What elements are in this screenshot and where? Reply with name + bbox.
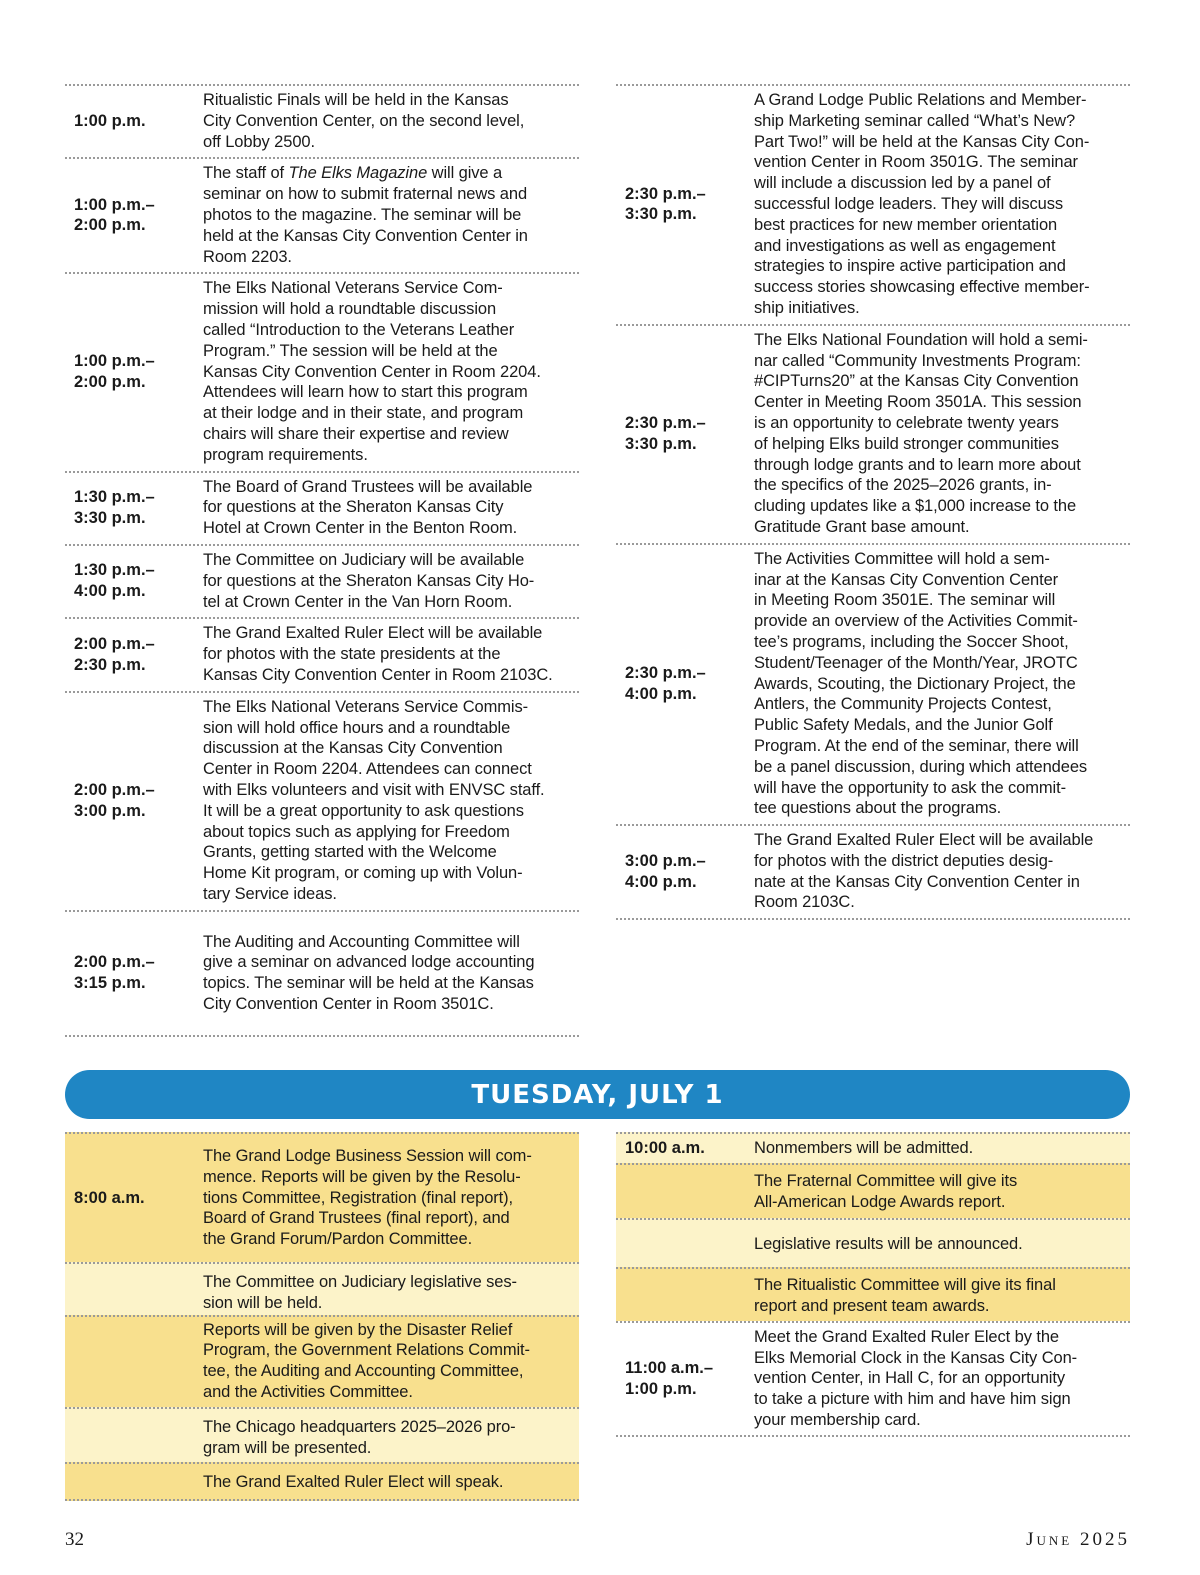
event-time-line: 2:30 p.m.– — [625, 413, 706, 432]
event-description: Reports will be given by the Disaster Relief Program, the Government Relations Commit- tee, the Auditing and Accounting Committee, and the Activities Committee. — [203, 1320, 530, 1401]
event-description: The Elks National Foundation will hold a semi- nar called “Community Investments Program: #CIPTurns20” at the Kansas City Convention Center in Meeting Room 3501A. This session is an opportunity to celebrate twenty years of helping Elks build stronger communities through lodge grants and to learn more about the specifics of the 2025–2026 grants, in- cluding updates like a $1,000 increase to the Gratitude Grant base amount. — [754, 330, 1088, 536]
event-time-line: 2:30 p.m. — [74, 655, 146, 674]
event-description: The Fraternal Committee will give its All-American Lodge Awards report. — [754, 1171, 1018, 1211]
event-time — [65, 634, 203, 676]
event-time — [65, 560, 203, 602]
event-description: Meet the Grand Exalted Ruler Elect by the Elks Memorial Clock in the Kansas City Con- vention Center, in Hall C, for an opportunity to take a picture with him and have him sign your membership card. — [754, 1327, 1078, 1429]
schedule-row — [65, 471, 579, 544]
event-time-line: 2:00 p.m. — [74, 372, 146, 391]
schedule-row — [616, 543, 1130, 824]
event-time — [65, 351, 203, 393]
event-time-line: 2:00 p.m.– — [74, 634, 155, 653]
event-time — [65, 111, 203, 132]
schedule-row — [65, 910, 579, 1037]
event-description: The Elks National Veterans Service Commis- sion will hold office hours and a roundtable discussion at the Kansas City Convention Center in Room 2204. Attendees can connect with Elks volunteers and visit with ENVSC staff. It will be a great opportunity to ask questions about topics such as applying for Freedom Grants, getting started with the Welcome Home Kit program, or coming up with Volun- tary Service ideas. — [203, 697, 545, 903]
event-time-line: 3:00 p.m. — [74, 801, 146, 820]
event-time — [65, 1188, 203, 1209]
schedule-row — [616, 84, 1130, 324]
event-time-line: 3:30 p.m. — [74, 508, 146, 527]
event-time-line: 3:00 p.m.– — [625, 851, 706, 870]
tuesday-right-column — [616, 1132, 1130, 1437]
event-description: The Grand Exalted Ruler Elect will speak. — [203, 1473, 504, 1492]
event-time-line: 2:30 p.m.– — [625, 664, 706, 683]
event-description: The Activities Committee will hold a sem- inar at the Kansas City Convention Center in Meeting Room 3501E. The seminar will provide an overview of the Activities Commit- tee’s programs, including the Soccer Shoot, Student/Teenager of the Month/Year, JROTC Awards, Scouting, the Dictionary Project, the Antlers, the Community Projects Contest, Public Safety Medals, and the Junior Golf Program. At the end of the seminar, there will be a panel discussion, during which attendees will have the opportunity to ask the commit- tee questions about the programs. — [754, 549, 1088, 818]
tuesday-row — [616, 1321, 1130, 1437]
schedule-row — [65, 157, 579, 272]
event-time-line: 2:30 p.m.– — [625, 184, 706, 203]
tuesday-row — [616, 1218, 1130, 1267]
tuesday-left-column — [65, 1132, 579, 1501]
event-time — [616, 851, 754, 893]
schedule-row — [65, 691, 579, 910]
event-description: The Committee on Judiciary will be available for questions at the Sheraton Kansas City Ho- tel at Crown Center in the Van Horn Room. — [203, 550, 535, 611]
page-number: 32 — [65, 1529, 84, 1550]
event-description: The Auditing and Accounting Committee will give a seminar on advanced lodge accounting topics. The seminar will be held at the Kansas City Convention Center in Room 3501C. — [203, 932, 535, 1014]
event-time-line: 2:00 p.m.– — [74, 953, 155, 972]
event-time-line: 2:00 p.m. — [74, 216, 146, 235]
event-time-line: 1:00 p.m.– — [74, 195, 155, 214]
event-description: A Grand Lodge Public Relations and Member- ship Marketing seminar called “What’s New? Part Two!” will be held at the Kansas City Con- vention Center in Room 3501G. The seminar will include a discussion led by a panel of successful lodge leaders. They will discuss best practices for new member orientation and investigations as well as engagement strategies to inspire active participation and success stories showcasing effective member- ship initiatives. — [754, 91, 1090, 317]
day-heading-band — [65, 1070, 1130, 1119]
event-time-line: 2:00 p.m.– — [74, 780, 155, 799]
schedule-row — [65, 544, 579, 617]
event-time-line: 10:00 a.m. — [625, 1139, 705, 1157]
event-time — [65, 780, 203, 822]
event-time-line: 1:30 p.m.– — [74, 561, 155, 580]
event-description: The staff of The Elks Magazine will give a seminar on how to submit fraternal news and photos to the magazine. The seminar will be held at the Kansas City Convention Center in Room 2203. — [203, 164, 528, 266]
right-schedule-column — [616, 84, 1130, 920]
tuesday-row — [65, 1462, 579, 1501]
tuesday-row — [616, 1163, 1130, 1219]
event-time-line: 8:00 a.m. — [74, 1188, 145, 1207]
event-time-line: 3:30 p.m. — [625, 434, 697, 453]
event-time — [616, 184, 754, 226]
tuesday-row — [65, 1262, 579, 1315]
tuesday-row — [616, 1267, 1130, 1321]
tuesday-row — [65, 1132, 579, 1262]
event-description: The Elks National Veterans Service Com- mission will hold a roundtable discussion called “Introduction to the Veterans Leather Program.” The session will be held at the Kansas City Convention Center in Room 2204. Attendees will learn how to start this program at their lodge and in their state, and program chairs will share their expertise and review program requirements. — [203, 279, 541, 464]
event-time-line: 1:00 p.m. — [625, 1379, 697, 1398]
event-time-line: 3:15 p.m. — [74, 974, 146, 993]
magazine-title: The Elks Magazine — [288, 164, 428, 183]
event-description: The Ritualistic Committee will give its final report and present team awards. — [754, 1276, 1056, 1315]
tuesday-row — [65, 1315, 579, 1407]
event-description: The Grand Lodge Business Session will com- mence. Reports will be given by the Resolu- tions Committee, Registration (final report), Board of Grand Trustees (final report), and the Grand Forum/Pardon Committee. — [203, 1147, 532, 1249]
event-description: Legislative results will be announced. — [754, 1235, 1023, 1254]
event-time — [616, 413, 754, 455]
event-time — [616, 1358, 754, 1400]
event-description: The Committee on Judiciary legislative ses- sion will be held. — [203, 1272, 517, 1312]
tuesday-row — [616, 1132, 1130, 1163]
event-time-line: 1:30 p.m.– — [74, 487, 155, 506]
event-time — [65, 952, 203, 994]
left-schedule-column — [65, 84, 579, 1037]
tuesday-row — [65, 1407, 579, 1463]
event-time — [616, 663, 754, 705]
day-heading: TUESDAY, JULY 1 — [471, 1079, 724, 1110]
schedule-row — [616, 824, 1130, 920]
event-description: The Grand Exalted Ruler Elect will be available for photos with the district deputies desig- nate at the Kansas City Convention Center in Room 2103C. — [754, 831, 1094, 912]
schedule-row — [65, 617, 579, 690]
event-time-line: 3:30 p.m. — [625, 205, 697, 224]
event-time-line: 4:00 p.m. — [625, 684, 697, 703]
event-description: Ritualistic Finals will be held in the Kansas City Convention Center, on the second level, off Lobby 2500. — [203, 91, 525, 151]
schedule-row — [65, 84, 579, 157]
schedule-row — [616, 324, 1130, 543]
event-time — [65, 195, 203, 237]
event-time-line: 1:00 p.m.– — [74, 352, 155, 371]
event-description: The Board of Grand Trustees will be available for questions at the Sheraton Kansas City Hotel at Crown Center in the Benton Room. — [203, 477, 533, 538]
event-time-line: 4:00 p.m. — [74, 582, 146, 601]
event-time — [616, 1138, 754, 1159]
event-description: The Chicago headquarters 2025–2026 pro- gram will be presented. — [203, 1417, 516, 1457]
event-time — [65, 487, 203, 529]
issue-date: June 2025 — [1026, 1529, 1130, 1550]
event-description: Nonmembers will be admitted. — [754, 1139, 974, 1157]
event-time-line: 1:00 p.m. — [74, 111, 146, 130]
event-time-line: 4:00 p.m. — [625, 872, 697, 891]
event-time-line: 11:00 a.m.– — [625, 1358, 714, 1377]
event-description: The Grand Exalted Ruler Elect will be available for photos with the state presidents at the Kansas City Convention Center in Room 2103C. — [203, 624, 553, 684]
schedule-row — [65, 272, 579, 470]
